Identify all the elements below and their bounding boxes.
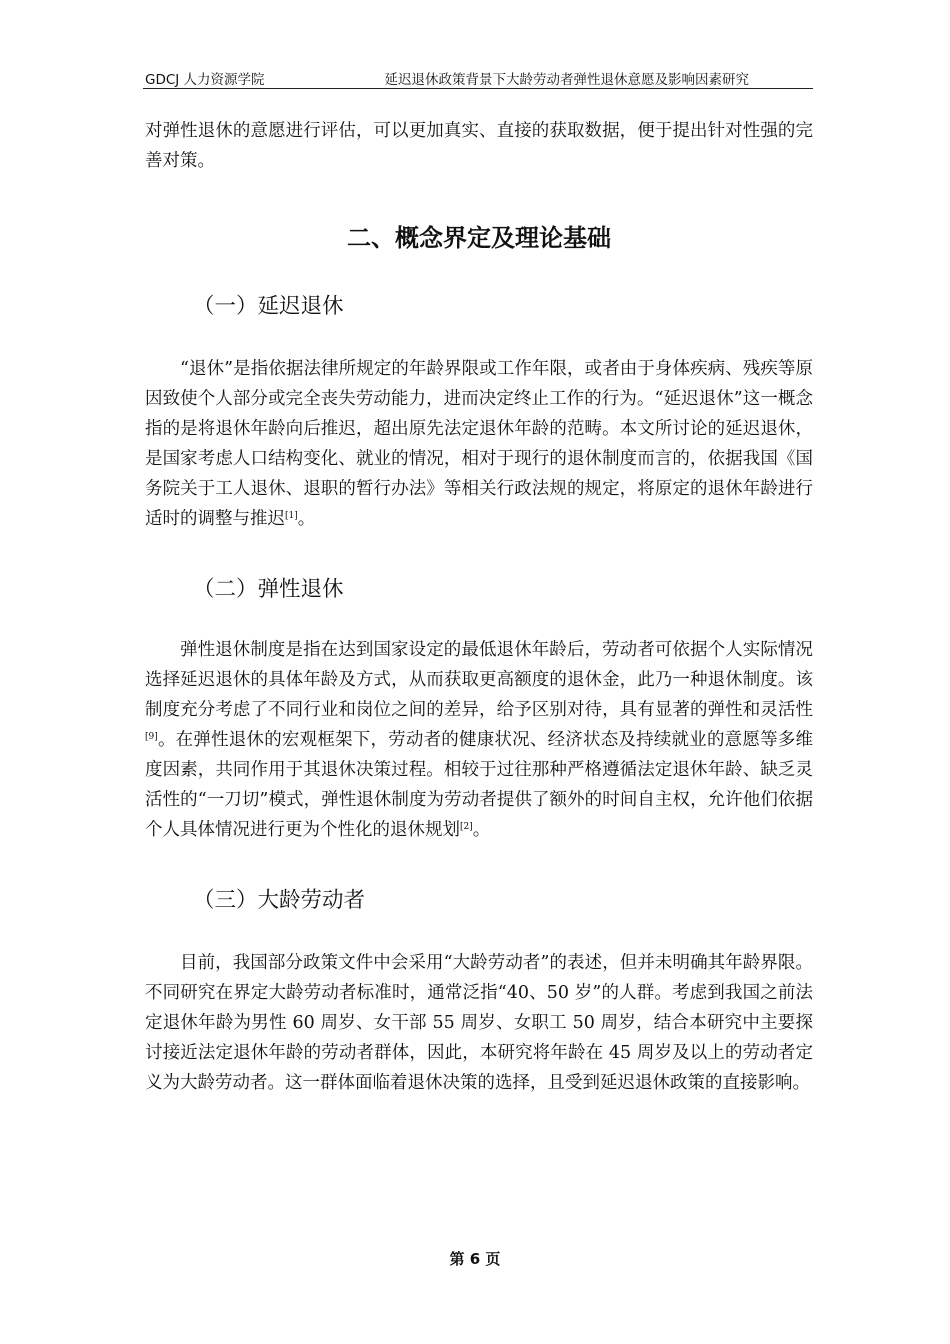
page-body [145,116,813,1098]
header-paper-title: 延迟退休政策背景下大龄劳动者弹性退休意愿及影响因素研究 [384,72,749,88]
citation: [9] [145,732,158,742]
paragraph-text: 弹性退休制度是指在达到国家设定的最低退休年龄后，劳动者可依据个人实际情况选择延迟退休的具体年龄及方式，从而获取更高额度的退休金，此乃一种退休制度。该制度充分考虑了不同行业和岗位之间的差异，给予区别对待，具有显著的弹性和灵活性 [145,640,813,720]
section-heading-delayed-retirement: （一）延迟退休 [193,294,344,319]
page-header [143,66,813,89]
chapter-title: 二、概念界定及理论基础 [347,224,611,252]
section-heading-flexible-retirement: （二）弹性退休 [193,577,344,602]
paragraph-text: 。 [297,509,316,529]
citation: [2] [460,822,473,832]
header-institution: GDCJ 人力资源学院 [145,72,265,88]
paragraph-flexible-retirement [145,635,813,845]
section-heading-older-workers: （三）大龄劳动者 [193,888,366,913]
page-number: 第 6 页 [449,1250,501,1268]
citation: [1] [285,511,298,521]
paragraph-text: 。 [472,820,491,840]
paragraph-older-workers: 目前，我国部分政策文件中会采用“大龄劳动者”的表述，但并未明确其年龄界限。不同研究在界定大龄劳动者标准时，通常泛指“40、50 岁”的人群。考虑到我国之前法定退休年龄为男性 60 周岁、女干部 55 周岁、女职工 50 周岁，结合本研究中主要探讨接近法定退休年龄的劳动者群体，因此，本研究将年龄在 45 周岁及以上的劳动者定义为大龄劳动者。这一群体面临着退休决策的选择，且受到延迟退休政策的直接影响。 [145,953,813,1093]
paragraph-text: “退休”是指依据法律所规定的年龄界限或工作年限，或者由于身体疾病、残疾等原因致使个人部分或完全丧失劳动能力，进而决定终止工作的行为。“延迟退休”这一概念指的是将退休年龄向后推迟，超出原先法定退休年龄的范畴。本文所讨论的延迟退休，是国家考虑人口结构变化、就业的情况，相对于现行的退休制度而言的，依据我国《国务院关于工人退休、退职的暂行办法》等相关行政法规的规定，将原定的退休年龄进行适时的调整与推迟 [145,359,813,529]
intro-paragraph: 对弹性退休的意愿进行评估，可以更加真实、直接的获取数据，便于提出针对性强的完善对策。 [145,121,813,171]
paragraph-delayed-retirement [145,354,813,534]
paragraph-text: 。在弹性退休的宏观框架下，劳动者的健康状况、经济状态及持续就业的意愿等多维度因素，共同作用于其退休决策过程。相较于过往那种严格遵循法定退休年龄、缺乏灵活性的“一刀切”模式，弹性退休制度为劳动者提供了额外的时间自主权，允许他们依据个人具体情况进行更为个性化的退休规划 [145,730,813,840]
